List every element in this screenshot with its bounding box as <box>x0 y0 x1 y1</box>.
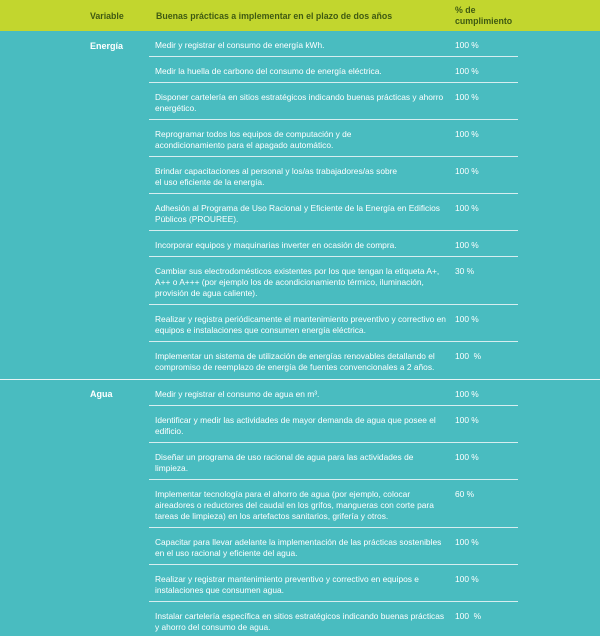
table-row <box>149 565 518 602</box>
compliance-value: 100 % <box>455 389 479 399</box>
table-row <box>149 57 518 83</box>
compliance-value: 30 % <box>455 266 475 276</box>
practice-text: Medir y registrar el consumo de energía kWh. <box>155 40 325 50</box>
table-row <box>149 83 518 120</box>
table-row <box>149 443 518 480</box>
compliance-value: 100 % <box>455 351 482 361</box>
practice-text: Medir y registrar el consumo de agua en m³. <box>155 389 320 399</box>
variable-agua: Agua <box>90 389 113 399</box>
practice-text: Brindar capacitaciones al personal y los/as trabajadores/as sobre el uso eficiente de la energía. <box>155 166 398 187</box>
header-variable: Variable <box>90 11 124 21</box>
header-practices: Buenas prácticas a implementar en el plazo de dos años <box>156 11 393 21</box>
practice-text: Identificar y medir las actividades de mayor demanda de agua que posee el edificio. <box>155 415 436 436</box>
compliance-value: 100 % <box>455 537 479 547</box>
table-row <box>149 231 518 257</box>
practice-text: Medir la huella de carbono del consumo de energía eléctrica. <box>155 66 382 76</box>
table-row <box>149 380 518 406</box>
compliance-value: 100 % <box>455 452 479 462</box>
table-row <box>149 342 518 378</box>
table-row <box>149 406 518 443</box>
practice-text: Realizar y registrar mantenimiento preventivo y correctivo en equipos e instalaciones que consumen agua. <box>155 574 419 595</box>
table-row <box>149 120 518 157</box>
practice-text: Capacitar para llevar adelante la implementación de las prácticas sostenibles en el uso racional y eficiente del agua. <box>155 537 442 558</box>
practice-text: Implementar un sistema de utilización de energías renovables detallando el compromiso de reemplazo de energía de fuentes convencionales a 2 años. <box>155 351 435 372</box>
table-row <box>149 480 518 528</box>
compliance-value: 100 % <box>455 166 479 176</box>
table-row <box>149 31 518 57</box>
practice-text: Reprogramar todos los equipos de computación y de acondicionamiento para el apagado automático. <box>155 129 352 150</box>
variable-energia: Energía <box>90 41 124 51</box>
compliance-value: 100 % <box>455 203 479 213</box>
table-row <box>149 305 518 342</box>
practice-text: Diseñar un programa de uso racional de agua para las actividades de limpieza. <box>155 452 414 473</box>
practice-text: Cambiar sus electrodomésticos existentes por los que tengan la etiqueta A+, A++ o A+++ (por ejemplo los de acondicionamiento térmico, iluminación, provisión de agua caliente). <box>155 266 440 298</box>
practice-text: Realizar y registra periódicamente el mantenimiento preventivo y correctivo en equipos e instalaciones que consumen energía eléctrica. <box>155 314 446 335</box>
header-compliance-line1: % de <box>455 5 476 15</box>
compliance-value: 100 % <box>455 240 479 250</box>
compliance-value: 100 % <box>455 415 479 425</box>
practice-text: Incorporar equipos y maquinarias inverter en ocasión de compra. <box>155 240 397 250</box>
compliance-value: 100 % <box>455 92 479 102</box>
practice-text: Instalar cartelería específica en sitios estratégicos indicando buenas prácticas y ahorro del consumo de agua. <box>155 611 445 632</box>
header-compliance-line2: cumplimiento <box>455 16 513 26</box>
compliance-value: 100 % <box>455 611 482 621</box>
table-row <box>149 157 518 194</box>
practice-text: Implementar tecnología para el ahorro de agua (por ejemplo, colocar aireadores o reductores del caudal en los grifos, mangueras con corte para tareas de limpieza) en los artefactos sanitarios, grifería y otros. <box>155 489 434 521</box>
table-header <box>0 0 600 31</box>
practice-text: Adhesión al Programa de Uso Racional y Eficiente de la Energía en Edificios Públicos (PROUREE). <box>155 203 440 224</box>
table-row <box>149 602 518 636</box>
compliance-value: 100 % <box>455 66 479 76</box>
compliance-value: 100 % <box>455 574 479 584</box>
compliance-value: 60 % <box>455 489 475 499</box>
table-row <box>149 528 518 565</box>
compliance-value: 100 % <box>455 129 479 139</box>
practice-text: Disponer cartelería en sitios estratégicos indicando buenas prácticas y ahorro energético. <box>155 92 444 113</box>
table-row <box>149 194 518 231</box>
compliance-value: 100 % <box>455 40 479 50</box>
table-row <box>149 257 518 305</box>
compliance-value: 100 % <box>455 314 479 324</box>
